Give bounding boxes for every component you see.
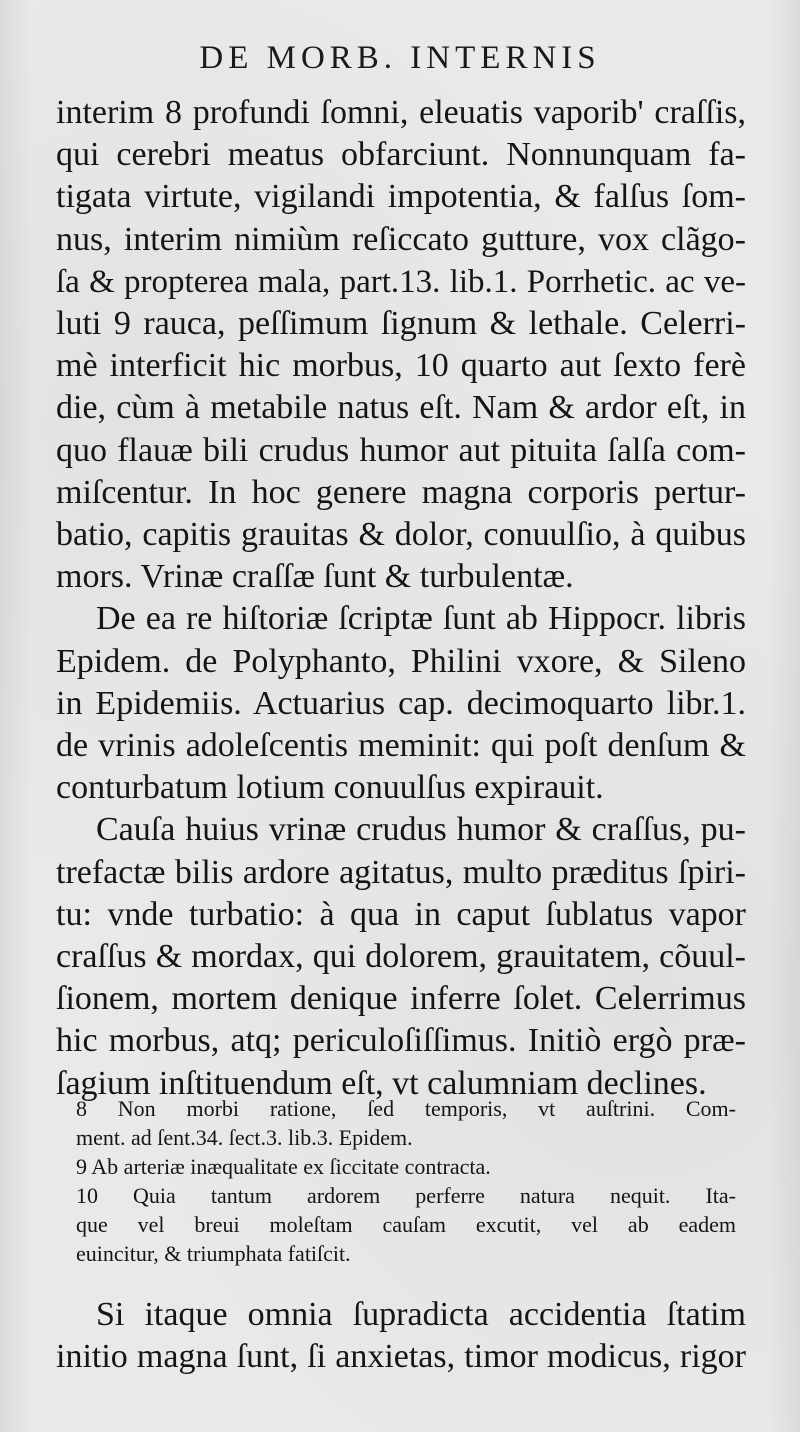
text-line: mors. Vrinæ craſſæ ſunt & turbulentæ. <box>56 558 574 596</box>
text-line: hic morbus, atq; periculoſiſſimus. Initiò ergò præ- <box>56 1022 746 1060</box>
note-10 <box>76 1181 736 1268</box>
note-line: euincitur, & triumphata fatiſcit. <box>76 1241 351 1266</box>
text-line: luti 9 rauca, peſſimum ſignum & lethale. Celerri- <box>56 305 746 343</box>
text-line: de vrinis adoleſcentis meminit: qui poſt denſum & <box>56 727 746 765</box>
closing-paragraph <box>56 1294 746 1378</box>
note-9 <box>76 1152 736 1181</box>
text-line: in Epidemiis. Actuarius cap. decimoquarto libr.1. <box>56 684 746 722</box>
note-line: que vel breui moleſtam cauſam excutit, vel ab eadem <box>76 1212 736 1237</box>
text-line: miſcentur. In hoc genere magna corporis pertur- <box>56 473 746 511</box>
note-line: ment. ad ſent.34. ſect.3. lib.3. Epidem. <box>76 1125 413 1150</box>
text-line: batio, capitis grauitas & dolor, conuulſio, à quibus <box>56 516 746 554</box>
text-line: Si itaque omnia ſupradicta accidentia ſtatim <box>96 1296 746 1333</box>
text-line: qui cerebri meatus obfarciunt. Nonnunquam fa- <box>56 136 746 174</box>
text-line: tigata virtute, vigilandi impotentia, & falſus ſom- <box>56 178 746 216</box>
text-line: nus, interim nimiùm reſiccato gutture, vox clãgo- <box>56 220 746 258</box>
text-line: quo flauæ bili crudus humor aut pituita ſalſa com- <box>56 431 746 469</box>
text-line: De ea re hiſtoriæ ſcriptæ ſunt ab Hippocr. libris <box>96 600 746 638</box>
paragraph-1 <box>56 92 746 598</box>
text-line: tu: vnde turbatio: à qua in caput ſublatus vapor <box>56 895 746 933</box>
paragraph-3 <box>56 809 746 1104</box>
text-line: Cauſa huius vrinæ crudus humor & craſſus, pu- <box>96 811 746 849</box>
running-header: DE MORB. INTERNIS <box>199 40 601 76</box>
text-line: initio magna ſunt, ſi anxietas, timor modicus, rigor <box>56 1338 746 1376</box>
paragraph-2 <box>56 598 746 809</box>
text-line: conturbatum lotium conuulſus expirauit. <box>56 769 604 807</box>
text-line: trefactæ bilis ardore agitatus, multo præditus ſpiri- <box>56 853 746 891</box>
marginal-notes <box>76 1094 736 1268</box>
text-line: mè interficit hic morbus, 10 quarto aut ſexto ferè <box>56 347 746 385</box>
note-line: 9 Ab arteriæ inæqualitate ex ſiccitate contracta. <box>76 1154 491 1179</box>
text-line: ſa & propterea mala, part.13. lib.1. Porrhetic. ac ve- <box>56 263 746 300</box>
note-line: 8 Non morbi ratione, ſed temporis, vt auſtrini. Com- <box>76 1096 736 1121</box>
text-line: interim 8 profundi ſomni, eleuatis vaporib' craſſis, <box>56 94 746 131</box>
note-line: 10 Quia tantum ardorem perferre natura nequit. Ita- <box>76 1183 736 1208</box>
text-line: Epidem. de Polyphanto, Philini vxore, & Sileno <box>56 642 746 680</box>
text-line: craſſus & mordax, qui dolorem, grauitatem, cõuul- <box>56 938 746 976</box>
text-line: ſagium inſtituendum eſt, vt calumniam declines. <box>56 1064 707 1102</box>
text-line: die, cùm à metabile natus eſt. Nam & ardor eſt, in <box>56 389 746 427</box>
main-text <box>56 92 746 1105</box>
text-line: ſionem, mortem denique inferre ſolet. Celerrimus <box>56 980 746 1018</box>
note-8 <box>76 1094 736 1152</box>
